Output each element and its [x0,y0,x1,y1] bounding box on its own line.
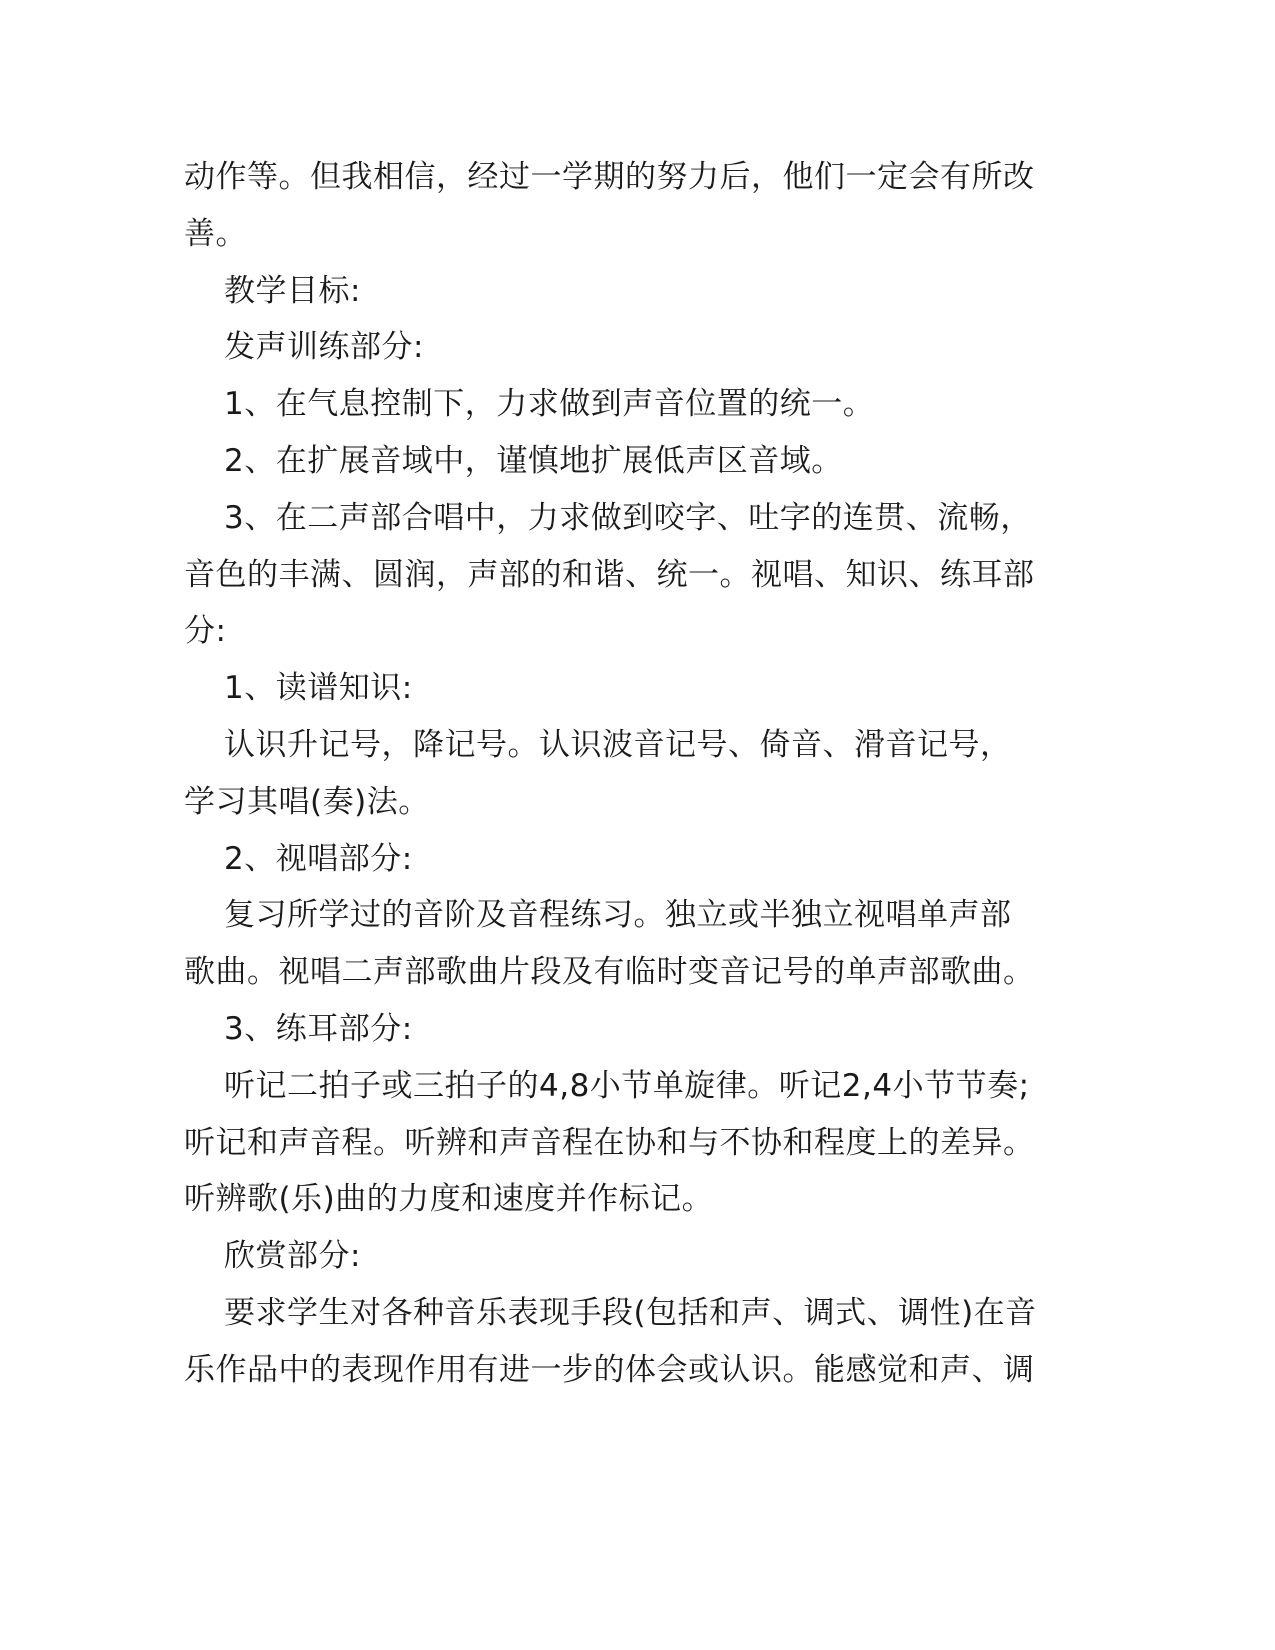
text-line: 听记和声音程。听辨和声音程在协和与不协和程度上的差异。 [184,1124,1035,1161]
text-line: 复习所学过的音阶及音程练习。独立或半独立视唱单声部 [224,897,1012,934]
list-item: 2、在扩展音域中，谨慎地扩展低声区音域。 [224,442,843,479]
document-body [184,149,1094,1399]
section-heading: 教学目标: [224,272,361,309]
text-line: 听辨歌(乐)曲的力度和速度并作标记。 [184,1181,714,1218]
text-line: 要求学生对各种音乐表现手段(包括和声、调式、调性)在音 [224,1294,1037,1331]
section-heading: 欣赏部分: [224,1238,361,1275]
text-line: 动作等。但我相信，经过一学期的努力后，他们一定会有所改 [184,159,1035,195]
text-line: 学习其唱(奏)法。 [184,783,430,820]
section-heading: 1、读谱知识: [224,670,413,707]
section-heading: 发声训练部分: [224,329,424,366]
text-line: 音色的丰满、圆润，声部的和谐、统一。视唱、知识、练耳部 [184,556,1035,593]
text-line: 善。 [184,215,247,252]
section-heading: 3、练耳部分: [224,1010,413,1047]
list-item: 3、在二声部合唱中，力求做到咬字、吐字的连贯、流畅， [224,499,1032,536]
section-heading: 2、视唱部分: [224,840,413,877]
text-line: 乐作品中的表现作用有进一步的体会或认识。能感觉和声、调 [184,1351,1035,1388]
text-line: 歌曲。视唱二声部歌曲片段及有临时变音记号的单声部歌曲。 [184,954,1035,991]
text-line: 认识升记号，降记号。认识波音记号、倚音、滑音记号， [224,726,1012,763]
list-item: 1、在气息控制下，力求做到声音位置的统一。 [224,386,875,423]
text-line: 分: [184,613,227,650]
text-line: 听记二拍子或三拍子的4,8小节单旋律。听记2,4小节节奏; [224,1067,1030,1104]
